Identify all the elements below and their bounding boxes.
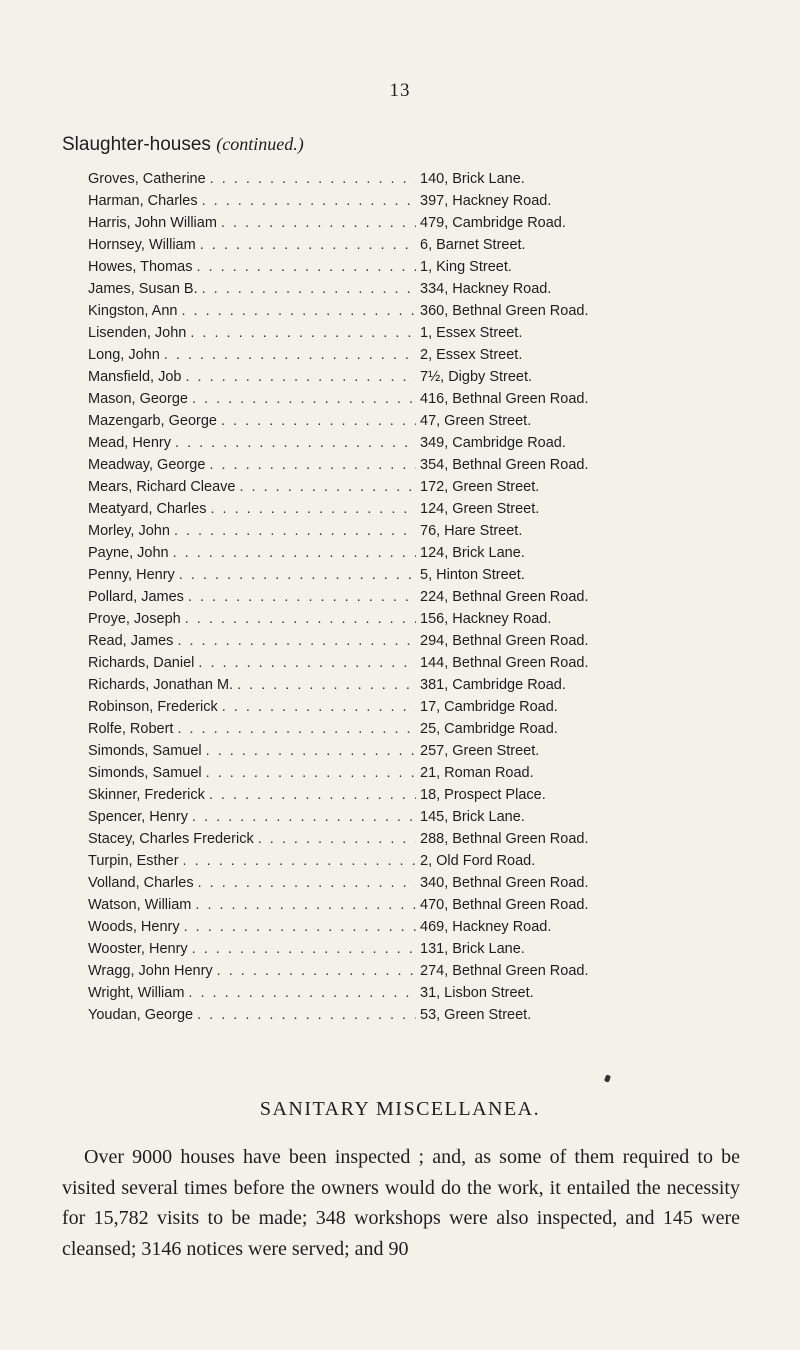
list-item xyxy=(88,256,648,278)
entry-address: 144, Bethnal Green Road. xyxy=(420,655,589,671)
entry-address: 274, Bethnal Green Road. xyxy=(420,963,589,979)
entry-name: Simonds, Samuel xyxy=(88,765,202,781)
entry-address: 354, Bethnal Green Road. xyxy=(420,457,589,473)
entry-name: Groves, Catherine xyxy=(88,171,206,187)
entry-name: Howes, Thomas xyxy=(88,259,193,275)
dot-leader xyxy=(258,828,416,850)
entry-name: Wooster, Henry xyxy=(88,941,188,957)
list-item xyxy=(88,784,648,806)
entry-name: Simonds, Samuel xyxy=(88,743,202,759)
entry-name: Lisenden, John xyxy=(88,325,187,341)
entry-address: 124, Brick Lane. xyxy=(420,545,525,561)
entry-name: Hornsey, William xyxy=(88,237,196,253)
dot-leader xyxy=(186,366,417,388)
list-item xyxy=(88,278,648,300)
dot-leader xyxy=(179,564,416,586)
entry-name: Pollard, James xyxy=(88,589,184,605)
entry-name: Richards, Daniel xyxy=(88,655,195,671)
list-item xyxy=(88,872,648,894)
dot-leader xyxy=(190,322,416,344)
list-item xyxy=(88,806,648,828)
list-item xyxy=(88,520,648,542)
dot-leader xyxy=(200,234,416,256)
section-title-suffix: (continued.) xyxy=(216,134,304,154)
dot-leader xyxy=(198,872,416,894)
list-item xyxy=(88,322,648,344)
entry-name: Proye, Joseph xyxy=(88,611,181,627)
dot-leader xyxy=(185,608,416,630)
entry-name: Penny, Henry xyxy=(88,567,175,583)
entry-name: Harris, John William xyxy=(88,215,217,231)
entry-address: 145, Brick Lane. xyxy=(420,809,525,825)
dot-leader xyxy=(183,850,416,872)
list-item xyxy=(88,894,648,916)
entry-address: 334, Hackney Road. xyxy=(420,281,552,297)
entry-address: 479, Cambridge Road. xyxy=(420,215,566,231)
list-item xyxy=(88,740,648,762)
entry-address: 1, Essex Street. xyxy=(420,325,523,341)
entry-name: Meatyard, Charles xyxy=(88,501,207,517)
list-item xyxy=(88,564,648,586)
entry-name: Meadway, George xyxy=(88,457,206,473)
dot-leader xyxy=(182,300,417,322)
entry-name: Long, John xyxy=(88,347,160,363)
list-item xyxy=(88,366,648,388)
list-item xyxy=(88,828,648,850)
list-item xyxy=(88,476,648,498)
slaughter-house-list xyxy=(88,168,648,1026)
entry-address: 469, Hackney Road. xyxy=(420,919,552,935)
list-item xyxy=(88,586,648,608)
dot-leader xyxy=(210,498,416,520)
dot-leader xyxy=(202,190,416,212)
dot-leader xyxy=(209,784,416,806)
entry-address: 76, Hare Street. xyxy=(420,523,523,539)
entry-name: James, Susan B. xyxy=(88,281,198,297)
entry-address: 18, Prospect Place. xyxy=(420,787,546,803)
section-heading xyxy=(62,134,304,156)
list-item xyxy=(88,168,648,190)
entry-name: Woods, Henry xyxy=(88,919,180,935)
dot-leader xyxy=(210,168,416,190)
entry-name: Wright, William xyxy=(88,985,185,1001)
entry-name: Robinson, Frederick xyxy=(88,699,218,715)
dot-leader xyxy=(195,894,416,916)
entry-address: 124, Green Street. xyxy=(420,501,540,517)
list-item xyxy=(88,938,648,960)
dot-leader xyxy=(217,960,416,982)
entry-address: 288, Bethnal Green Road. xyxy=(420,831,589,847)
list-item xyxy=(88,652,648,674)
entry-address: 340, Bethnal Green Road. xyxy=(420,875,589,891)
entry-address: 156, Hackney Road. xyxy=(420,611,552,627)
dot-leader xyxy=(222,696,416,718)
entry-address: 172, Green Street. xyxy=(420,479,540,495)
dot-leader xyxy=(206,740,416,762)
dot-leader xyxy=(164,344,416,366)
list-item xyxy=(88,630,648,652)
dot-leader xyxy=(237,674,416,696)
entry-name: Read, James xyxy=(88,633,174,649)
entry-name: Stacey, Charles Frederick xyxy=(88,831,254,847)
entry-address: 5, Hinton Street. xyxy=(420,567,525,583)
entry-address: 53, Green Street. xyxy=(420,1007,532,1023)
list-item xyxy=(88,1004,648,1026)
entry-address: 17, Cambridge Road. xyxy=(420,699,558,715)
dot-leader xyxy=(192,806,416,828)
entry-name: Richards, Jonathan M. xyxy=(88,677,234,693)
list-item xyxy=(88,234,648,256)
entry-address: 1, King Street. xyxy=(420,259,512,275)
list-item xyxy=(88,190,648,212)
dot-leader xyxy=(174,520,416,542)
dot-leader xyxy=(202,278,416,300)
entry-address: 2, Old Ford Road. xyxy=(420,853,536,869)
entry-name: Mansfield, Job xyxy=(88,369,182,385)
entry-address: 47, Green Street. xyxy=(420,413,532,429)
list-item xyxy=(88,960,648,982)
list-item xyxy=(88,300,648,322)
entry-name: Watson, William xyxy=(88,897,192,913)
list-item xyxy=(88,608,648,630)
dot-leader xyxy=(209,454,416,476)
entry-name: Mead, Henry xyxy=(88,435,172,451)
list-item xyxy=(88,498,648,520)
dot-leader xyxy=(184,916,416,938)
dot-leader xyxy=(239,476,416,498)
entry-address: 360, Bethnal Green Road. xyxy=(420,303,589,319)
entry-address: 2, Essex Street. xyxy=(420,347,523,363)
dot-leader xyxy=(221,410,416,432)
dot-leader xyxy=(175,432,416,454)
entry-name: Mazengarb, George xyxy=(88,413,217,429)
list-item xyxy=(88,344,648,366)
miscellanea-paragraph xyxy=(62,1142,740,1264)
list-item xyxy=(88,762,648,784)
dot-leader xyxy=(173,542,416,564)
miscellanea-heading: SANITARY MISCELLANEA. xyxy=(259,1098,541,1120)
section-title: Slaughter-houses xyxy=(62,134,211,155)
list-item xyxy=(88,542,648,564)
page-number: 13 xyxy=(389,80,411,101)
entry-name: Wragg, John Henry xyxy=(88,963,213,979)
entry-address: 6, Barnet Street. xyxy=(420,237,526,253)
dot-leader xyxy=(188,586,416,608)
dot-leader xyxy=(221,212,416,234)
dot-leader xyxy=(197,1004,416,1026)
entry-address: 416, Bethnal Green Road. xyxy=(420,391,589,407)
dot-leader xyxy=(177,630,416,652)
dot-leader xyxy=(192,388,416,410)
entry-address: 257, Green Street. xyxy=(420,743,540,759)
entry-name: Rolfe, Robert xyxy=(88,721,174,737)
list-item xyxy=(88,454,648,476)
list-item xyxy=(88,388,648,410)
entry-address: 131, Brick Lane. xyxy=(420,941,525,957)
entry-name: Skinner, Frederick xyxy=(88,787,205,803)
entry-name: Harman, Charles xyxy=(88,193,198,209)
list-item xyxy=(88,410,648,432)
entry-address: 25, Cambridge Road. xyxy=(420,721,558,737)
list-item xyxy=(88,674,648,696)
miscellanea-paragraph-text: Over 9000 houses have been inspected ; and, as some of them required to be visited several times before the owners would do the work, it entailed the necessity for 15,782 visits to be made; 348 workshops were also inspected, and 145 were cleansed; 3146 notices were served; and 90 xyxy=(62,1146,740,1260)
entry-address: 294, Bethnal Green Road. xyxy=(420,633,589,649)
list-item xyxy=(88,850,648,872)
dot-leader xyxy=(198,652,416,674)
entry-name: Payne, John xyxy=(88,545,169,561)
entry-name: Volland, Charles xyxy=(88,875,194,891)
entry-address: 21, Roman Road. xyxy=(420,765,534,781)
entry-address: 381, Cambridge Road. xyxy=(420,677,566,693)
entry-address: 224, Bethnal Green Road. xyxy=(420,589,589,605)
entry-name: Kingston, Ann xyxy=(88,303,178,319)
entry-name: Mears, Richard Cleave xyxy=(88,479,236,495)
entry-address: 31, Lisbon Street. xyxy=(420,985,534,1001)
entry-address: 349, Cambridge Road. xyxy=(420,435,566,451)
entry-address: 397, Hackney Road. xyxy=(420,193,552,209)
entry-address: 7½, Digby Street. xyxy=(420,369,533,385)
entry-address: 140, Brick Lane. xyxy=(420,171,525,187)
list-item xyxy=(88,432,648,454)
entry-name: Spencer, Henry xyxy=(88,809,188,825)
dot-leader xyxy=(206,762,416,784)
list-item xyxy=(88,212,648,234)
entry-name: Youdan, George xyxy=(88,1007,194,1023)
list-item xyxy=(88,916,648,938)
entry-address: 470, Bethnal Green Road. xyxy=(420,897,589,913)
dot-leader xyxy=(188,982,416,1004)
entry-name: Turpin, Esther xyxy=(88,853,179,869)
dot-leader xyxy=(197,256,417,278)
list-item xyxy=(88,718,648,740)
list-item xyxy=(88,696,648,718)
list-item xyxy=(88,982,648,1004)
entry-name: Mason, George xyxy=(88,391,188,407)
ink-mark xyxy=(604,1074,611,1082)
dot-leader xyxy=(192,938,416,960)
dot-leader xyxy=(177,718,416,740)
entry-name: Morley, John xyxy=(88,523,170,539)
